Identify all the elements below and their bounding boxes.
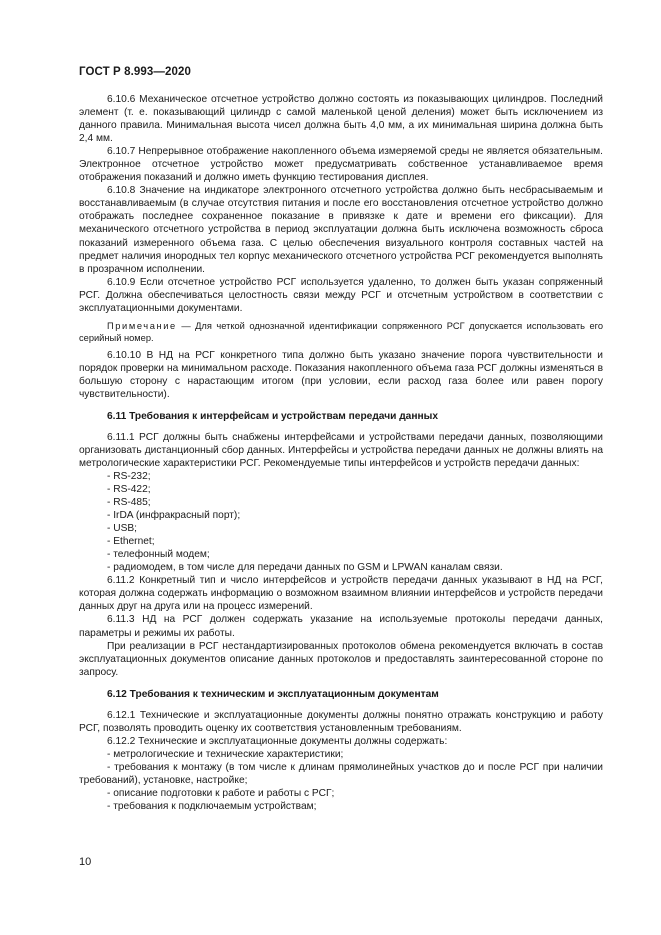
list-item: - RS-422; [107, 483, 151, 495]
section-heading: 6.12 Требования к техническим и эксплуатационным документам [107, 688, 439, 700]
paragraph: 6.10.10 В НД на РСГ конкретного типа должно быть указано значение порога чувствительности и порядок проверки на минимальном расходе. Показания накопленного объема газа РСГ должны изменяться в большую сторону с нарастающим итогом (при условии, если расход газа более или равен порогу чувствительности). [79, 349, 603, 400]
paragraph: 6.10.8 Значение на индикаторе электронного отсчетного устройства должно быть несбрасываемым и восстанавливаемым (в случае отсутствия питания и после его восстановления отсчетное устройство должно отображать последнее сохраненное показание в привязке к дате и времени его фиксации). Для механического отсчетного устройства в период эксплуатации должна быть исключена возможность сброса показаний измеренного объема газа. С целью обеспечения визуального контроля составных частей на предмет наличия инородных тел корпус механического отсчетного устройства РСГ рекомендуется выполнять в прозрачном исполнении. [79, 185, 603, 275]
document-header: ГОСТ Р 8.993—2020 [79, 66, 191, 78]
list-item: - метрологические и технические характеристики; [107, 748, 344, 760]
section-heading: 6.11 Требования к интерфейсам и устройствам передачи данных [107, 410, 439, 422]
list-item: - IrDA (инфракрасный порт); [107, 510, 241, 522]
paragraph: 6.12.2 Технические и эксплуатационные документы должны содержать: [107, 735, 448, 747]
list-item: - Ethernet; [107, 536, 155, 548]
note-text: — Для четкой однозначной идентификации сопряженного РСГ допускается использовать его серийный номер. [79, 320, 603, 344]
paragraph: 6.11.2 Конкретный тип и число интерфейсов и устройств передачи данных указывают в НД на РСГ, которая должна содержать информацию о возможном взаимном влиянии интерфейсов и устройств передачи данных друг на друга или на процесс измерений. [79, 575, 603, 613]
list-item: - телефонный модем; [107, 549, 210, 561]
document-body [79, 93, 603, 813]
note-label: Примечание [107, 320, 177, 331]
list-item: - требования к подключаемым устройствам; [107, 801, 317, 813]
list-item: - радиомодем, в том числе для передачи данных по GSM и LPWAN каналам связи. [107, 562, 503, 574]
list-item: - описание подготовки к работе и работы с РСГ; [107, 787, 335, 799]
paragraph: 6.12.1 Технические и эксплуатационные документы должны понятно отражать конструкцию и работу РСГ, позволять проводить оценку их соответствия установленным требованиям. [79, 709, 603, 734]
note-paragraph [79, 320, 603, 345]
paragraph: 6.10.9 Если отсчетное устройство РСГ используется удаленно, то должен быть указан сопряженный РСГ. Должна обеспечиваться целостность связи между РСГ и отсчетным устройством в соответствии с эксплуатационными документами. [79, 276, 603, 314]
paragraph: 6.11.1 РСГ должны быть снабжены интерфейсами и устройствами передачи данных, позволяющими организовать дистанционный сбор данных. Интерфейсы и устройства передачи данных не должны влиять на метрологические характеристики РСГ. Рекомендуемые типы интерфейсов и устройств передачи данных: [79, 431, 603, 469]
paragraph: При реализации в РСГ нестандартизированных протоколов обмена рекомендуется включать в состав эксплуатационных документов описание данных протоколов и предоставлять заинтересованной стороне по запросу. [79, 640, 603, 678]
page-number: 10 [79, 856, 92, 868]
list-item: - требования к монтажу (в том числе к длинам прямолинейных участков до и после РСГ при наличии требований), установке, настройке; [79, 761, 603, 786]
paragraph: 6.11.3 НД на РСГ должен содержать указание на используемые протоколы передачи данных, параметры и режимы их работы. [79, 614, 603, 639]
list-item: - USB; [107, 523, 138, 535]
list-item: - RS-232; [107, 470, 151, 482]
list-item: - RS-485; [107, 497, 151, 509]
paragraph: 6.10.6 Механическое отсчетное устройство должно состоять из показывающих цилиндров. Последний элемент (т. е. показывающий цилиндр с самой маленькой ценой деления) может быть исключением из данного правила. Минимальная высота чисел должна быть 4,0 мм, а их минимальная ширина должна быть 2,4 мм. [79, 94, 603, 145]
paragraph: 6.10.7 Непрерывное отображение накопленного объема измеряемой среды не является обязательным. Электронное отсчетное устройство может предусматривать собственное устанавливаемое время отображения показаний и должно иметь функцию тестирования дисплея. [79, 146, 603, 184]
